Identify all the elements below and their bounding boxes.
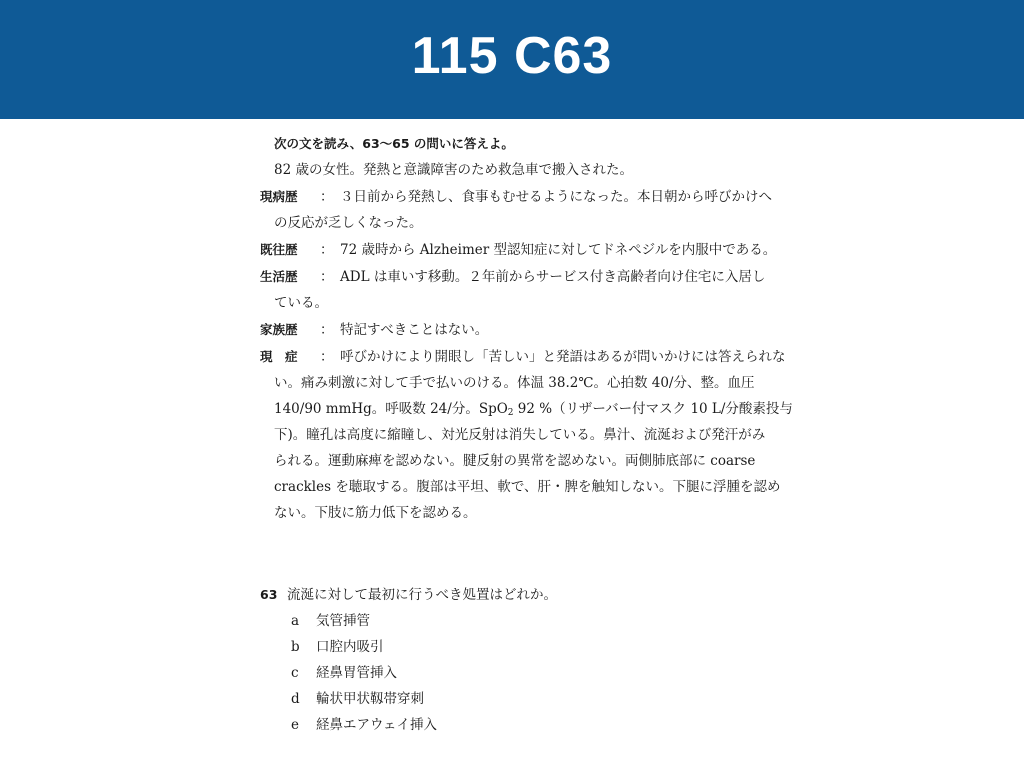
question-number: 63 [260, 587, 278, 602]
section-text-cont: ている。 [274, 295, 328, 311]
option-c[interactable] [260, 663, 560, 683]
section-text-cont: 下)。瞳孔は高度に縮瞳し、対光反射は消失している。鼻汁、流涎および発汗がみ [274, 427, 766, 443]
section-text: 呼びかけにより開眼し「苦しい」と発語はあるが問いかけには答えられな [340, 349, 786, 365]
section-text-cont: い。痛み刺激に対して手で払いのける。体温 38.2℃。心拍数 40/分、整。血圧 [274, 375, 755, 391]
section-label: 家族歴 [260, 322, 298, 337]
option-text: 気管挿管 [316, 613, 370, 629]
section-text: ADL は車いす移動。２年前からサービス付き高齢者向け住宅に入居し [340, 269, 766, 285]
option-text: 口腔内吸引 [316, 639, 384, 655]
option-d[interactable] [260, 689, 560, 709]
option-letter: d [291, 691, 300, 707]
option-text: 輪状甲状靱帯穿刺 [316, 691, 424, 707]
section-colon: ： [320, 349, 334, 365]
section-colon: ： [320, 189, 334, 205]
option-letter: c [291, 665, 299, 681]
section-text: 特記すべきことはない。 [340, 322, 489, 338]
option-b[interactable] [260, 637, 560, 657]
patient-summary: 82 歳の女性。発熱と意識障害のため救急車で搬入された。 [274, 162, 633, 178]
option-letter: e [291, 717, 299, 733]
option-text: 経鼻エアウェイ挿入 [316, 717, 437, 733]
section-text-cont: crackles を聴取する。腹部は平坦、軟で、肝・脾を触知しない。下腿に浮腫を認め [274, 479, 781, 495]
slide-title: 115 C63 [411, 27, 613, 85]
title-banner [0, 0, 1024, 119]
section-colon: ： [320, 242, 334, 258]
section-label: 既往歴 [260, 242, 298, 257]
section-label: 現 症 [260, 349, 298, 364]
option-text: 経鼻胃管挿入 [316, 665, 397, 681]
question-text: 流涎に対して最初に行うべき処置はどれか。 [287, 587, 557, 603]
section-colon: ： [320, 322, 334, 338]
option-e[interactable] [260, 715, 560, 735]
section-text-cont: の反応が乏しくなった。 [274, 215, 423, 231]
case-intro: 次の文を読み、63〜65 の問いに答えよ。 [274, 136, 514, 151]
section-text-cont: ない。下肢に筋力低下を認める。 [274, 505, 477, 521]
spo2-subscript: 2 [507, 408, 514, 418]
section-colon: ： [320, 269, 334, 285]
section-text-cont: られる。運動麻痺を認めない。腱反射の異常を認めない。両側肺底部に coarse [274, 453, 756, 469]
section-text: ３日前から発熱し、食事もむせるようになった。本日朝から呼びかけへ [340, 189, 772, 205]
section-text: 72 歳時から Alzheimer 型認知症に対してドネペジルを内服中である。 [340, 242, 777, 258]
section-label: 現病歴 [260, 189, 298, 204]
option-letter: a [291, 613, 300, 629]
section-label: 生活歴 [260, 269, 298, 284]
option-letter: b [291, 639, 300, 655]
option-a[interactable] [260, 611, 560, 631]
section-text-cont-spo2: 140/90 mmHg。呼吸数 24/分。SpO$_2$ 92 %（リザーバー付マスク 10 L/分酸素投与 [274, 401, 793, 418]
